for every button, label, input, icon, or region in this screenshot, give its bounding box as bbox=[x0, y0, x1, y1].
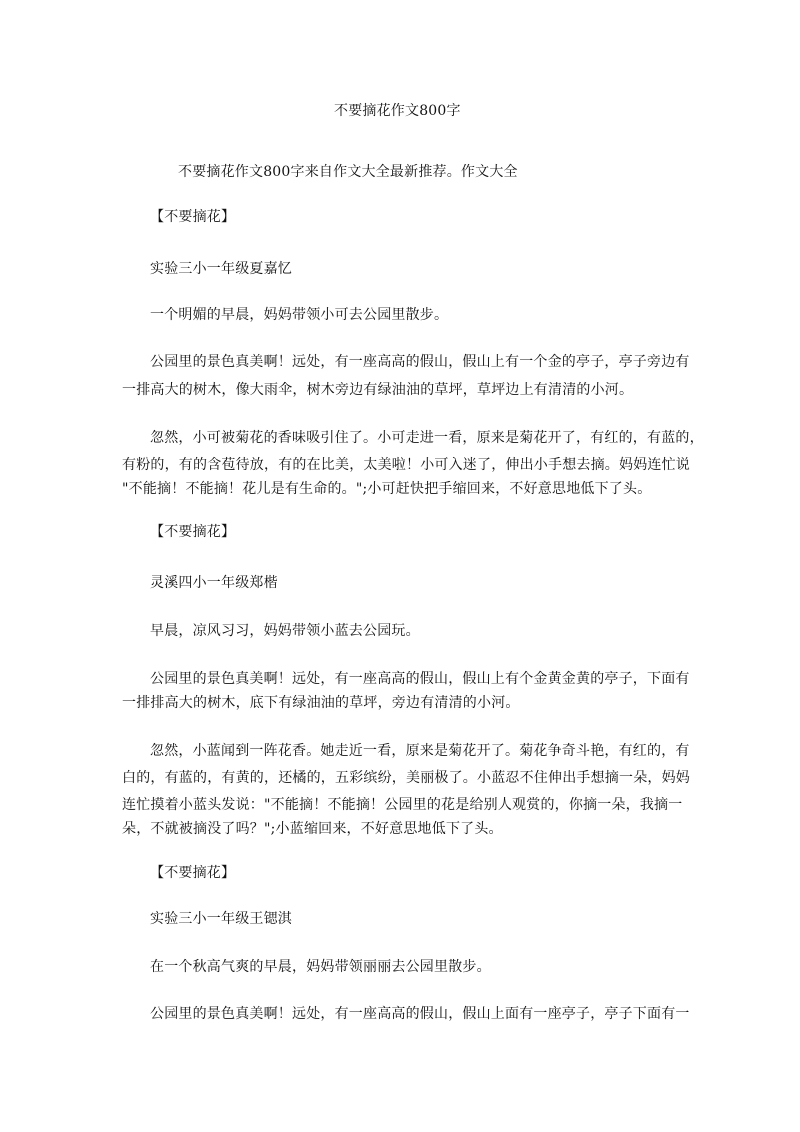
section1-paragraph-2-line-1: 公园里的景色真美啊！远处，有一座高高的假山，假山上有一个金的亭子，亭子旁边有 bbox=[150, 354, 690, 370]
section3-paragraph-2-line-1: 公园里的景色真美啊！远处，有一座高高的假山，假山上面有一座亭子，亭子下面有一 bbox=[150, 1006, 690, 1022]
section2-paragraph-3-line-1: 忽然，小蓝闻到一阵花香。她走近一看，原来是菊花开了。菊花争奇斗艳，有红的，有 bbox=[150, 743, 690, 759]
section3-heading: 【不要摘花】 bbox=[150, 865, 236, 881]
section2-paragraph-1: 早晨，凉风习习，妈妈带领小蓝去公园玩。 bbox=[150, 623, 420, 639]
section3-paragraph-1: 在一个秋高气爽的早晨，妈妈带领丽丽去公园里散步。 bbox=[150, 959, 491, 975]
section1-author: 实验三小一年级夏嘉忆 bbox=[150, 261, 292, 277]
section1-paragraph-2-line-2: 一排高大的树木，像大雨伞，树木旁边有绿油油的草坪，草坪边上有清清的小河。 bbox=[122, 382, 634, 398]
section1-heading: 【不要摘花】 bbox=[150, 209, 236, 225]
section2-paragraph-2-line-1: 公园里的景色真美啊！远处，有一座高高的假山，假山上有个金黄金黄的亭子，下面有 bbox=[150, 671, 690, 687]
section2-paragraph-2-line-2: 一排排高大的树木，底下有绿油油的草坪，旁边有清清的小河。 bbox=[122, 695, 520, 711]
section2-author: 灵溪四小一年级郑楷 bbox=[150, 575, 278, 591]
intro-line: 不要摘花作文800字来自作文大全最新推荐。作文大全 bbox=[178, 164, 518, 180]
section2-heading: 【不要摘花】 bbox=[150, 524, 236, 540]
section2-paragraph-3-line-4: 朵，不就被摘没了吗？";小蓝缩回来，不好意思地低下了头。 bbox=[122, 821, 503, 837]
section1-paragraph-3-line-1: 忽然，小可被菊花的香味吸引住了。小可走进一看，原来是菊花开了，有红的，有蓝的， bbox=[150, 430, 704, 446]
section1-paragraph-1: 一个明媚的早晨，妈妈带领小可去公园里散步。 bbox=[150, 307, 449, 323]
document-title: 不要摘花作文800字 bbox=[334, 103, 461, 119]
section2-paragraph-3-line-3: 连忙摸着小蓝头发说："不能摘！不能摘！公园里的花是给别人观赏的，你摘一朵，我摘一 bbox=[122, 797, 683, 813]
section3-author: 实验三小一年级王锶淇 bbox=[150, 911, 292, 927]
section2-paragraph-3-line-2: 白的，有蓝的，有黄的，还橘的，五彩缤纷，美丽极了。小蓝忍不住伸出手想摘一朵，妈妈 bbox=[122, 770, 690, 786]
section1-paragraph-3-line-2: 有粉的，有的含苞待放，有的在比美，太美啦！小可入迷了，伸出小手想去摘。妈妈连忙说 bbox=[122, 457, 690, 473]
section1-paragraph-3-line-3: "不能摘！不能摘！花儿是有生命的。";小可赶快把手缩回来，不好意思地低下了头。 bbox=[122, 481, 652, 497]
